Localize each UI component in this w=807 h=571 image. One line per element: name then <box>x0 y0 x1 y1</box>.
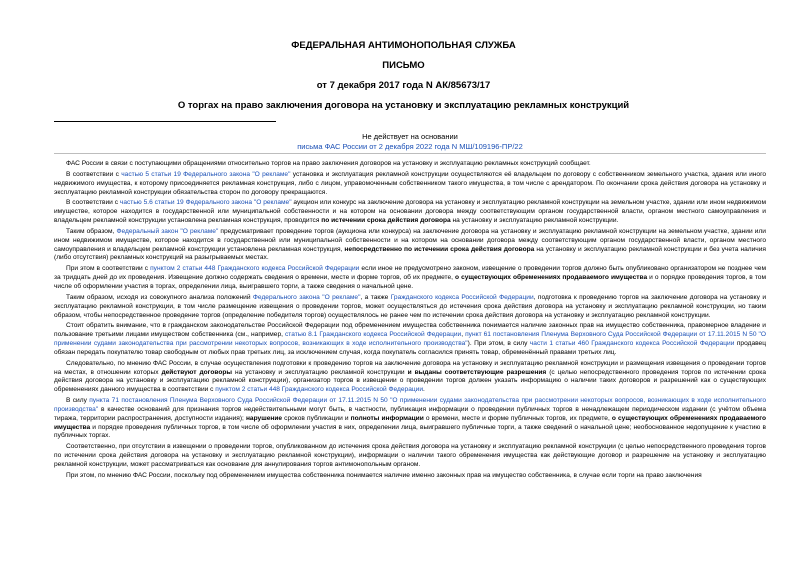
paragraph-8 <box>54 360 766 395</box>
emphasis: непосредственно по истечении срока действия договора <box>344 245 535 253</box>
notice-divider <box>54 153 766 154</box>
header-divider <box>54 121 276 122</box>
text: на установку и эксплуатацию рекламной конструкции <box>232 368 408 376</box>
status-notice-link[interactable]: письма ФАС России от 2 декабря 2022 года N МШ/109196-ПР/22 <box>297 142 523 151</box>
document-subject: О торгах на право заключения договора на установку и эксплуатацию рекламных конструкций <box>177 100 630 111</box>
status-notice-text: Не действует на основании <box>362 132 458 141</box>
law-link[interactable]: пунктом 2 статьи 448 Гражданского кодекса Российской Федерации <box>150 265 360 273</box>
paragraph-9 <box>54 397 766 441</box>
text: и порядке проведения публичных торгов, в том числе об оформлении участия в них, определении лица, выигравшего публичные торги, а также сведений о начальной цене; необоснованное недопущение к участию в публичных торгах. <box>54 423 766 440</box>
emphasis: полноты информации <box>350 414 424 422</box>
law-link[interactable]: Гражданского кодекса Российской Федерации <box>390 293 534 301</box>
text: . <box>423 386 425 394</box>
status-notice <box>200 132 620 152</box>
law-link[interactable]: частью 5.6 статьи 19 Федерального закона "О рекламе" <box>119 199 292 207</box>
text: , <box>461 331 466 339</box>
paragraph-1: ФАС России в связи с поступающими обращениями относительно торгов на право заключения договоров на установку и эксплуатацию рекламных конструкций сообщает. <box>66 160 591 167</box>
law-link[interactable]: Федеральный закон "О рекламе" <box>116 227 219 235</box>
text: Стоит обратить внимание, что в гражданском законодательстве Российской Федерации под обременением имущества собственника понимается наличие законных прав на имущество собственника, правомерное владение и пользование третьими лицами имуществом собственника (см., например, <box>54 322 766 339</box>
emphasis: о существующих обременениях продаваемого имущества <box>54 414 766 431</box>
text: В соответствии с <box>66 199 120 207</box>
law-link[interactable]: Федерального закона "О рекламе" <box>252 293 361 301</box>
law-link[interactable]: статью 8.1 Гражданского кодекса Российской Федерации <box>284 331 462 339</box>
emphasis: по истечении срока действия договора <box>321 217 451 225</box>
paragraph-3 <box>54 199 766 226</box>
text: В соответствии с <box>66 170 122 178</box>
law-link[interactable]: части 1 статьи 460 Гражданского кодекса Российской Федерации <box>529 340 735 348</box>
text: При этом в соответствии с <box>66 265 151 273</box>
text: , подготовка к проведению торгов на заключение договора на установку и эксплуатацию рекламной конструкции, в том числе размещение извещения о проведении торгов, может осуществляться до истечения срока действия договора на установку и эксплуатацию рекламной конструкции, но таким образом, чтобы непосредственное проведение торгов (определение победителя торгов) осуществлялось не ранее чем по истечении срока действия договора на установку и эксплуатацию рекламной конструкции. <box>54 293 767 319</box>
text: продавец обязан передать покупателю товар свободным от любых прав третьих лиц, за исключением случая, когда покупатель согласился принять товар, обременённый правами третьих лиц. <box>54 340 766 356</box>
document-date-number: от 7 декабря 2017 года N АК/85673/17 <box>316 80 491 91</box>
text: (с целью непосредственного проведения торгов по истечении срока действия договора на установку и эксплуатацию рекламной конструкции), организатор торгов в извещении о проведении торгов должен указать информацию о наличии таких договоров и разрешений как о существующих обременениях данного имущества в соответствии с <box>54 368 766 394</box>
text: в качестве оснований для признания торгов недействительными могут быть, в частности, публикация информации о проведении публичных торгов в ненадлежащем периодическом издании (с учётом объема тиража, территории распространения, доступности издания); <box>54 405 766 422</box>
emphasis: нарушение <box>245 414 283 422</box>
paragraph-2 <box>54 171 766 198</box>
emphasis: и выданы соответствующие разрешения <box>407 368 547 376</box>
law-link[interactable]: пункт 61 постановления Пленума Верховного Суда Российской Федерации от 17.11.2015 N 50 "О применении судами законодательства при рассмотрении некоторых вопросов, возникающих в ходе исполнительного производства" <box>54 331 767 348</box>
text: на установку и эксплуатацию рекламной конструкции и без учета наличия (либо отсутствия) рекламных конструкций на разыгрываемых местах. <box>54 245 766 262</box>
text: , а также <box>360 293 391 301</box>
text: о времени, месте и форме публичных торгов, их предмете, <box>423 414 612 422</box>
text: сроков публикации и <box>282 414 351 422</box>
text: установка и эксплуатация рекламной конструкции осуществляются её владельцем по договору с собственником земельного участка, здания или иного недвижимого имущества, к которому присоединяется рекламная конструкция, либо с лицом, управомоченным собственником такого имущества, в том числе с арендатором. По окончании срока действия договора на установку и эксплуатацию рекламной конструкции обязательства сторон по договору прекращаются. <box>54 170 766 196</box>
document-type: ПИСЬМО <box>382 60 425 71</box>
text: Следовательно, по мнению ФАС России, в случае осуществления подготовки к проведению торгов на заключение договора на установку и эксплуатацию рекламной конструкции и размещения извещения о проведении торгов на местах, в отношении которых <box>54 359 766 376</box>
paragraph-10: Соответственно, при отсутствии в извещении о проведении торгов, опубликованном до истечения срока действия договора на установку и эксплуатацию рекламной конструкции (с целью непосредственного проведения торгов по истечении срока действия договора на установку и эксплуатацию рекламной конструкции), информации о наличии такого обременения имущества как действующие договор и разрешение на установку и эксплуатацию рекламной конструкции, может рассматриваться как основание для аннулирования торгов антимонопольным органом. <box>54 443 766 468</box>
paragraph-11: При этом, по мнению ФАС России, поскольку под обременением имущества собственника понимается наличие именно законных прав на имущество собственника, в случае если торги на право заключения <box>66 471 702 479</box>
text: В силу <box>66 397 90 405</box>
law-link[interactable]: пункта 71 постановления Пленума Верховного Суда Российской Федерации от 17.11.2015 N 50 "О применении судами законодательства при рассмотрении некоторых вопросов, возникающих в ходе исполнительного производства" <box>54 397 767 413</box>
text: на установку и эксплуатацию рекламной конструкции. <box>450 217 619 225</box>
text: если иное не предусмотрено законом, извещение о проведении торгов должно быть опубликовано организатором не позднее чем за тридцать дней до их проведения. Извещение должно содержать сведения о времени, месте и форме торгов, об их предмете, <box>54 265 767 282</box>
agency-title: ФЕДЕРАЛЬНАЯ АНТИМОНОПОЛЬНАЯ СЛУЖБА <box>291 40 516 51</box>
paragraph-4 <box>54 228 766 263</box>
text: Таким образом, <box>66 227 117 235</box>
letter-body <box>54 160 766 483</box>
text: и о порядке проведения торгов, в том числе об оформлении участия в торгах, определении лица, выигравшего торги, а также сведения о начальной цене. <box>54 274 766 290</box>
emphasis: о существующих обременениях продаваемого имущества <box>455 274 648 282</box>
text: аукцион или конкурс на заключение договора на установку и эксплуатацию рекламной конструкции на земельном участке, здании или ином недвижимом имуществе, которое находится в государственной или муниципальной собственности и на котором на основании договора между соответствующим органом государственной власти, органом местного самоуправления и владельцем рекламной конструкции установлена рекламная конструкция, проводится <box>54 199 767 225</box>
text: Таким образом, исходя из совокупного анализа положений <box>66 293 253 301</box>
emphasis: действуют договоры <box>161 368 233 376</box>
law-link[interactable]: частью 5 статьи 19 Федерального закона "О рекламе" <box>121 170 291 178</box>
paragraph-7 <box>54 322 766 357</box>
text: предусматривает проведение торгов (аукциона или конкурса) на заключение договора на установку и эксплуатацию рекламной конструкции на земельном участке, здании или ином недвижимом имуществе, которое находится в государственной или муниципальной собственности и на котором на основании договора между соответствующим органом государственной власти, органом местного самоуправления и владельцем рекламной конструкции установлена рекламная конструкция, <box>54 227 766 253</box>
law-link[interactable]: пунктом 2 статьи 448 Гражданского кодекса Российской Федерации <box>215 386 424 394</box>
paragraph-6 <box>54 294 766 321</box>
paragraph-5 <box>54 265 766 292</box>
text: ). При этом, в силу <box>467 340 530 348</box>
